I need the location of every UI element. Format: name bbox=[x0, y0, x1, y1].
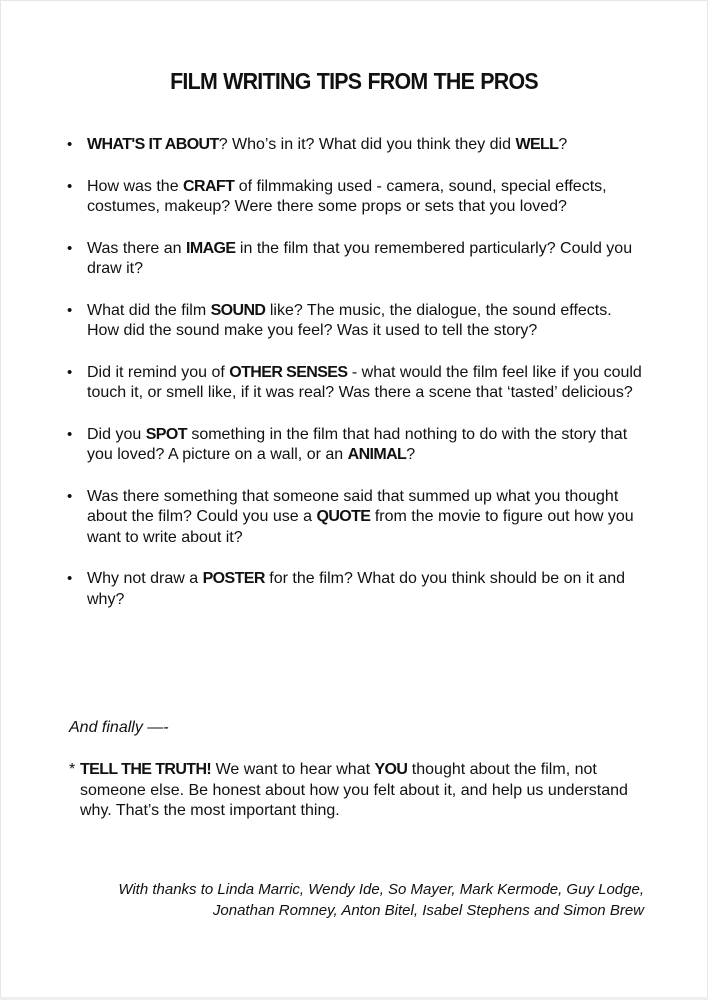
tip-keyword: ANIMAL bbox=[347, 446, 407, 463]
tip-keyword: POSTER bbox=[202, 570, 265, 587]
final-keyword: YOU bbox=[374, 761, 408, 778]
tip-item bbox=[66, 177, 646, 218]
tip-text: How was the bbox=[87, 177, 184, 195]
tip-item bbox=[66, 239, 646, 280]
tip-keyword: WHAT'S IT ABOUT bbox=[87, 136, 219, 153]
tip-text: What did the film bbox=[87, 301, 211, 319]
tip-keyword: IMAGE bbox=[186, 239, 236, 257]
tip-item bbox=[66, 569, 646, 610]
tip-item bbox=[66, 487, 646, 549]
final-keyword: TELL THE TRUTH! bbox=[80, 761, 212, 778]
tip-item bbox=[66, 135, 646, 156]
tip-text: something in the film that had nothing to do with the story that you loved? A picture on a wall, or an bbox=[87, 425, 628, 463]
tip-text: Was there something that someone said that summed up what you thought about the film? Could you use a bbox=[87, 487, 619, 525]
tip-keyword: QUOTE bbox=[316, 508, 371, 525]
finally-heading: And finally —- bbox=[69, 719, 169, 736]
final-note bbox=[69, 760, 660, 822]
tip-keyword: WELL bbox=[515, 136, 559, 153]
tip-keyword: SPOT bbox=[145, 425, 187, 443]
tip-item bbox=[66, 363, 646, 404]
tip-keyword: OTHER SENSES bbox=[229, 363, 348, 381]
page-title: FILM WRITING TIPS FROM THE PROS bbox=[170, 68, 538, 94]
tip-keyword: CRAFT bbox=[183, 177, 235, 195]
tip-text: from the movie to figure out how you want to write about it? bbox=[87, 508, 634, 546]
tip-text: in the film that you remembered particularly? Could you draw it? bbox=[87, 239, 633, 277]
final-text: thought about the film, not someone else. Be honest about how you felt about it, and help us understand why. That’s the most important thing. bbox=[80, 761, 628, 819]
tip-text: ? bbox=[558, 136, 568, 153]
tip-text: for the film? What do you think should be on it and why? bbox=[87, 570, 626, 608]
tip-text: like? The music, the dialogue, the sound effects. How did the sound make you feel? Was it used to tell the story? bbox=[87, 301, 612, 339]
tip-text: of filmmaking used - camera, sound, special effects, costumes, makeup? Were there some props or sets that you loved? bbox=[87, 177, 607, 215]
asterisk: * bbox=[69, 761, 76, 778]
tip-text: Why not draw a bbox=[87, 570, 203, 587]
tip-text: Was there an bbox=[87, 239, 187, 257]
tip-text: ? bbox=[406, 446, 416, 463]
tip-item bbox=[66, 301, 646, 342]
acknowledgements: With thanks to Linda Marric, Wendy Ide, So Mayer, Mark Kermode, Guy Lodge, Jonathan Romney, Anton Bitel, Isabel Stephens and Simon Brew bbox=[118, 881, 644, 919]
tips-list bbox=[66, 135, 646, 610]
final-text: We want to hear what bbox=[211, 761, 375, 778]
tip-item bbox=[66, 425, 646, 466]
tip-text: Did it remind you of bbox=[87, 363, 230, 381]
tip-text: - what would the film feel like if you could touch it, or smell like, if it was real? Was there a scene that ‘tasted’ delicious? bbox=[87, 363, 642, 401]
tip-keyword: SOUND bbox=[210, 301, 266, 319]
tip-text: Did you bbox=[87, 425, 146, 443]
tip-text: ? Who’s in it? What did you think they did bbox=[218, 136, 516, 153]
